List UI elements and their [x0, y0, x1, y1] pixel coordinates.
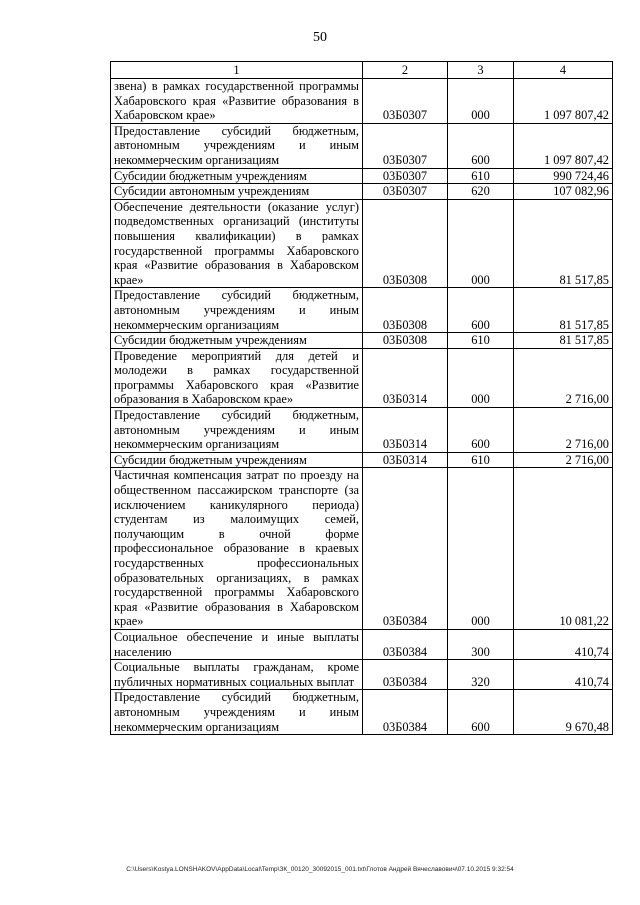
target-code-cell: 03Б0307 — [363, 184, 448, 200]
amount-cell: 81 517,85 — [514, 288, 613, 333]
header-row — [111, 62, 613, 79]
amount-cell: 2 716,00 — [514, 452, 613, 468]
amount-cell: 10 081,22 — [514, 468, 613, 630]
target-code-cell: 03Б0384 — [363, 629, 448, 659]
table-row — [111, 690, 613, 735]
page-number: 50 — [313, 30, 327, 45]
target-code-cell: 03Б0384 — [363, 660, 448, 690]
expense-name-cell: Предоставление субсидий бюджетным, автономным учреждениям и иным некоммерческим организациям — [111, 408, 363, 453]
expense-kind-cell: 610 — [448, 168, 514, 184]
table-row — [111, 348, 613, 407]
header-cell: 1 — [111, 62, 363, 79]
table-row — [111, 660, 613, 690]
target-code-cell: 03Б0314 — [363, 452, 448, 468]
table-row — [111, 184, 613, 200]
table-row — [111, 408, 613, 453]
expense-name-cell: Субсидии бюджетным учреждениям — [111, 333, 363, 349]
target-code-cell: 03Б0308 — [363, 288, 448, 333]
table-row — [111, 199, 613, 288]
expense-kind-cell: 620 — [448, 184, 514, 200]
expense-kind-cell: 610 — [448, 333, 514, 349]
expense-kind-cell: 320 — [448, 660, 514, 690]
file-path-footer: C:\Users\Kostya.LONSHAKOV\AppData\Local\Temp\ЗК_00120_30092015_001.txt\Глотов Андрей Вячеславович\07.10.2015 9:32:54 — [126, 866, 514, 873]
target-code-cell: 03Б0314 — [363, 408, 448, 453]
expense-name-cell: звена) в рамках государственной программы Хабаровского края «Развитие образования в Хабаровском крае» — [111, 79, 363, 124]
expense-kind-cell: 610 — [448, 452, 514, 468]
target-code-cell: 03Б0307 — [363, 79, 448, 124]
table-row — [111, 333, 613, 349]
expense-name-cell: Предоставление субсидий бюджетным, автономным учреждениям и иным некоммерческим организациям — [111, 288, 363, 333]
expense-name-cell: Субсидии бюджетным учреждениям — [111, 168, 363, 184]
header-cell: 4 — [514, 62, 613, 79]
amount-cell: 81 517,85 — [514, 199, 613, 288]
target-code-cell: 03Б0308 — [363, 333, 448, 349]
header-cell: 2 — [363, 62, 448, 79]
amount-cell: 9 670,48 — [514, 690, 613, 735]
table-row — [111, 79, 613, 124]
target-code-cell: 03Б0314 — [363, 348, 448, 407]
expense-name-cell: Предоставление субсидий бюджетным, автономным учреждениям и иным некоммерческим организациям — [111, 123, 363, 168]
amount-cell: 107 082,96 — [514, 184, 613, 200]
table-row — [111, 168, 613, 184]
expense-kind-cell: 600 — [448, 408, 514, 453]
amount-cell: 410,74 — [514, 629, 613, 659]
expense-kind-cell: 600 — [448, 288, 514, 333]
amount-cell: 81 517,85 — [514, 333, 613, 349]
table-row — [111, 452, 613, 468]
expense-kind-cell: 000 — [448, 468, 514, 630]
expense-name-cell: Частичная компенсация затрат по проезду на общественном пассажирском транспорте (за исключением каникулярного периода) студентам из малоимущих семей, получающим в очной форме профессиональное образование в краевых государственных профессиональных образовательных организациях, в рамках государственной программы Хабаровского края «Развитие образования в Хабаровском крае» — [111, 468, 363, 630]
expense-name-cell: Субсидии бюджетным учреждениям — [111, 452, 363, 468]
amount-cell: 410,74 — [514, 660, 613, 690]
budget-table — [110, 61, 613, 735]
expense-name-cell: Социальное обеспечение и иные выплаты населению — [111, 629, 363, 659]
table-row — [111, 288, 613, 333]
amount-cell: 2 716,00 — [514, 348, 613, 407]
expense-kind-cell: 000 — [448, 79, 514, 124]
table-body — [111, 79, 613, 735]
expense-name-cell: Субсидии автономным учреждениям — [111, 184, 363, 200]
header-cell: 3 — [448, 62, 514, 79]
target-code-cell: 03Б0308 — [363, 199, 448, 288]
expense-kind-cell: 600 — [448, 123, 514, 168]
expense-kind-cell: 000 — [448, 348, 514, 407]
amount-cell: 1 097 807,42 — [514, 123, 613, 168]
expense-kind-cell: 000 — [448, 199, 514, 288]
expense-name-cell: Социальные выплаты гражданам, кроме публичных нормативных социальных выплат — [111, 660, 363, 690]
expense-kind-cell: 600 — [448, 690, 514, 735]
target-code-cell: 03Б0307 — [363, 168, 448, 184]
target-code-cell: 03Б0384 — [363, 690, 448, 735]
table-row — [111, 123, 613, 168]
amount-cell: 990 724,46 — [514, 168, 613, 184]
target-code-cell: 03Б0307 — [363, 123, 448, 168]
target-code-cell: 03Б0384 — [363, 468, 448, 630]
table-row — [111, 468, 613, 630]
expense-kind-cell: 300 — [448, 629, 514, 659]
expense-name-cell: Обеспечение деятельности (оказание услуг) подведомственных организаций (институты повышения квалификации) в рамках государственной программы Хабаровского края «Развитие образования в Хабаровском крае» — [111, 199, 363, 288]
table-row — [111, 629, 613, 659]
expense-name-cell: Проведение мероприятий для детей и молодежи в рамках государственной программы Хабаровского края «Развитие образования в Хабаровском крае» — [111, 348, 363, 407]
amount-cell: 1 097 807,42 — [514, 79, 613, 124]
amount-cell: 2 716,00 — [514, 408, 613, 453]
expense-name-cell: Предоставление субсидий бюджетным, автономным учреждениям и иным некоммерческим организациям — [111, 690, 363, 735]
